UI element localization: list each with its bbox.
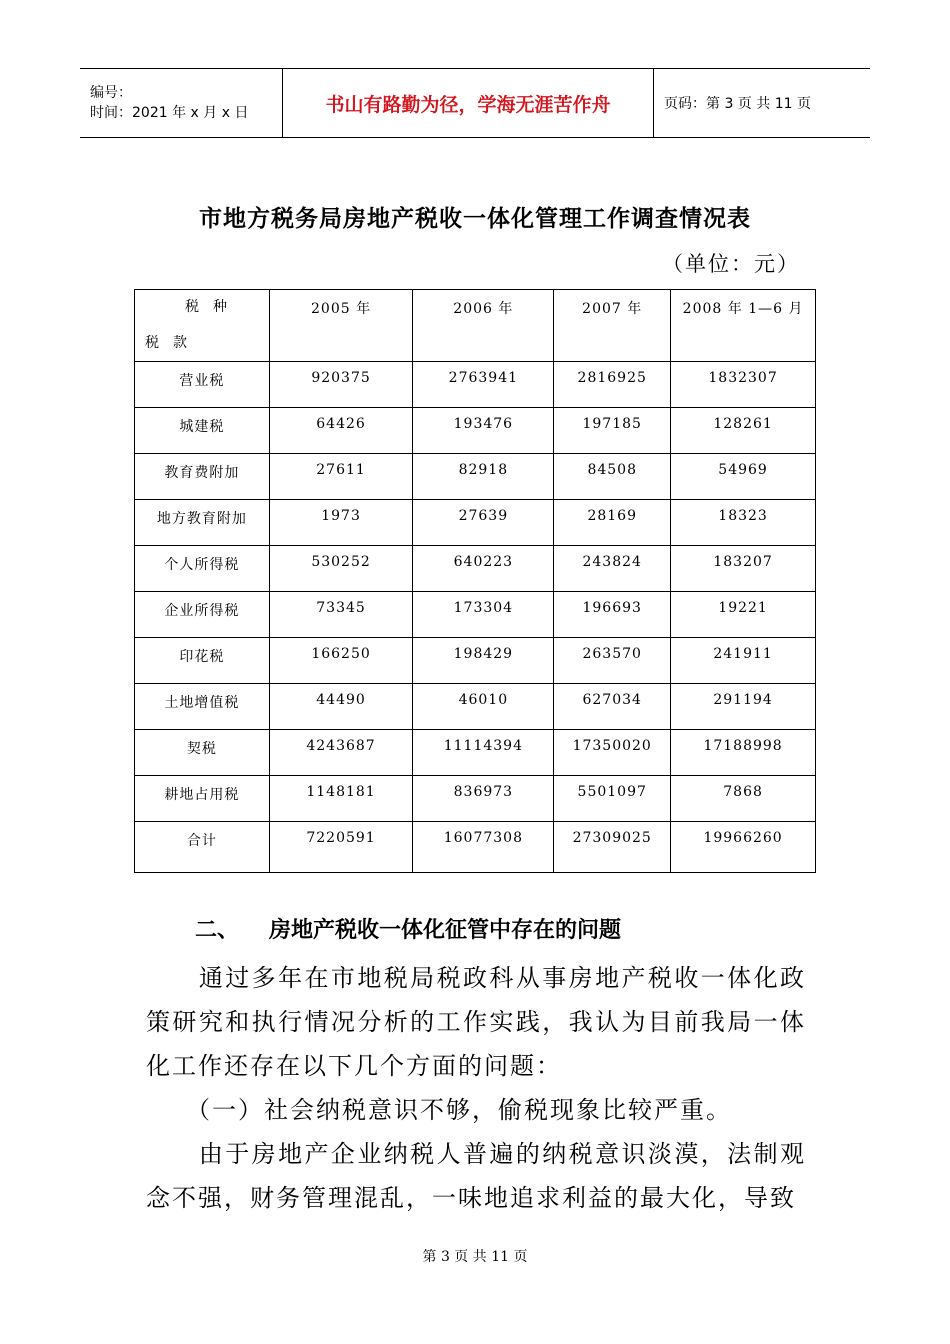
table-cell: 19966260	[671, 822, 816, 873]
table-row	[135, 638, 816, 684]
page-header	[80, 68, 870, 138]
row-label: 契税	[135, 730, 270, 776]
table-cell: 530252	[269, 546, 413, 592]
body-paragraph: 通过多年在市地税局税政科从事房地产税收一体化政策研究和执行情况分析的工作实践，我认为目前我局一体化工作还存在以下几个方面的问题：	[146, 964, 806, 1080]
row-label: 企业所得税	[135, 592, 270, 638]
row-label: 土地增值税	[135, 684, 270, 730]
table-cell: 1832307	[671, 362, 816, 408]
header-meta	[80, 69, 282, 137]
table-cell: 173304	[413, 592, 554, 638]
table-cell: 19221	[671, 592, 816, 638]
table-cell: 193476	[413, 408, 554, 454]
table-cell: 27611	[269, 454, 413, 500]
row-label: 地方教育附加	[135, 500, 270, 546]
table-row	[135, 592, 816, 638]
table-cell: 836973	[413, 776, 554, 822]
header-page-info: 页码：第 3 页 共 11 页	[664, 96, 811, 112]
table-row	[135, 776, 816, 822]
table-cell: 640223	[413, 546, 554, 592]
table-cell: 18323	[671, 500, 816, 546]
document-time-label: 时间：2021 年 x 月 x 日	[90, 105, 249, 121]
table-row	[135, 500, 816, 546]
column-header: 2005 年	[269, 290, 413, 362]
table-row	[135, 454, 816, 500]
table-cell: 128261	[671, 408, 816, 454]
body-paragraph: 由于房地产企业纳税人普遍的纳税意识淡漠，法制观念不强，财务管理混乱，一味地追求利益的最大化，导致	[146, 1140, 806, 1212]
row-label: 个人所得税	[135, 546, 270, 592]
page-footer: 第 3 页 共 11 页	[422, 1249, 528, 1265]
table-cell: 64426	[269, 408, 413, 454]
header-motto: 书山有路勤为径，学海无涯苦作舟	[325, 93, 611, 116]
table-cell: 17188998	[671, 730, 816, 776]
table-cell: 291194	[671, 684, 816, 730]
row-label: 营业税	[135, 362, 270, 408]
table-cell: 82918	[413, 454, 554, 500]
table-cell: 27639	[413, 500, 554, 546]
table-cell: 243824	[554, 546, 671, 592]
table-cell: 2816925	[554, 362, 671, 408]
table-cell: 28169	[554, 500, 671, 546]
header-motto-cell	[282, 69, 654, 137]
document-number-label: 编号：	[90, 85, 132, 101]
row-label: 城建税	[135, 408, 270, 454]
row-label: 教育费附加	[135, 454, 270, 500]
table-cell: 4243687	[269, 730, 413, 776]
table-cell: 198429	[413, 638, 554, 684]
corner-label-tax-amount: 税款	[145, 335, 201, 351]
table-cell: 7220591	[269, 822, 413, 873]
table-cell: 27309025	[554, 822, 671, 873]
table-cell: 73345	[269, 592, 413, 638]
table-cell: 16077308	[413, 822, 554, 873]
table-cell: 920375	[269, 362, 413, 408]
column-header: 2006 年	[413, 290, 554, 362]
table-cell: 17350020	[554, 730, 671, 776]
table-row	[135, 730, 816, 776]
table-cell: 7868	[671, 776, 816, 822]
table-cell: 263570	[554, 638, 671, 684]
row-label: 合计	[135, 822, 270, 873]
table-corner-cell	[135, 290, 270, 362]
column-header: 2007 年	[554, 290, 671, 362]
body-paragraph: （一）社会纳税意识不够，偷税现象比较严重。	[146, 1096, 732, 1124]
table-cell: 1148181	[269, 776, 413, 822]
unit-label: （单位：元）	[662, 252, 800, 276]
row-label: 耕地占用税	[135, 776, 270, 822]
table-cell: 54969	[671, 454, 816, 500]
section-heading	[195, 913, 621, 944]
corner-label-tax-type: 税种	[185, 299, 241, 315]
table-cell: 197185	[554, 408, 671, 454]
tax-table	[134, 289, 816, 873]
table-header-row	[135, 290, 816, 362]
table-cell: 627034	[554, 684, 671, 730]
table-cell: 84508	[554, 454, 671, 500]
document-title: 市地方税务局房地产税收一体化管理工作调查情况表	[199, 205, 751, 232]
column-header: 2008 年 1—6 月	[671, 290, 816, 362]
row-label: 印花税	[135, 638, 270, 684]
section-title: 房地产税收一体化征管中存在的问题	[269, 918, 622, 943]
table-row	[135, 546, 816, 592]
table-cell: 11114394	[413, 730, 554, 776]
table-cell: 2763941	[413, 362, 554, 408]
table-cell: 1973	[269, 500, 413, 546]
table-row	[135, 408, 816, 454]
table-cell: 46010	[413, 684, 554, 730]
table-cell: 183207	[671, 546, 816, 592]
section-number: 二、	[195, 918, 240, 943]
table-row	[135, 362, 816, 408]
table-cell: 241911	[671, 638, 816, 684]
table-row	[135, 684, 816, 730]
table-cell: 166250	[269, 638, 413, 684]
table-cell: 44490	[269, 684, 413, 730]
table-cell: 5501097	[554, 776, 671, 822]
table-cell: 196693	[554, 592, 671, 638]
table-total-row	[135, 822, 816, 873]
